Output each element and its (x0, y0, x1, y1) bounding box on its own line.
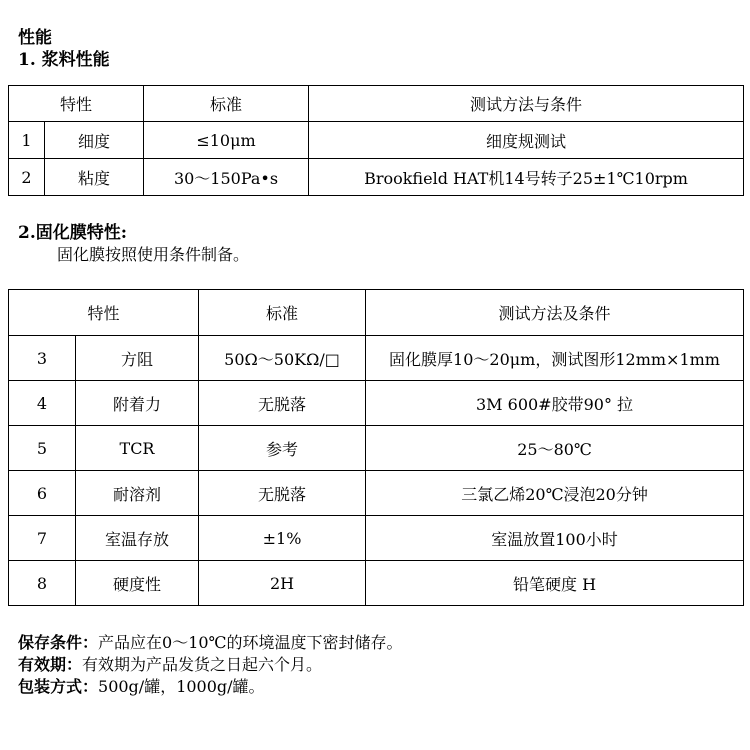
row-standard: 30～150Pa•s (144, 159, 309, 196)
row-standard: 2H (199, 561, 366, 606)
table-row (9, 561, 744, 606)
header-standard: 标准 (144, 86, 309, 122)
table-row (9, 381, 744, 426)
row-standard: ±1% (199, 516, 366, 561)
shelf-life-note (18, 654, 322, 676)
section-title: 性能 (18, 28, 52, 48)
table-row (9, 516, 744, 561)
packaging-label: 包装方式： (18, 677, 99, 696)
slurry-heading: 1. 浆料性能 (18, 50, 110, 70)
film-properties-table (8, 289, 744, 606)
row-number: 8 (9, 561, 76, 606)
table-row (9, 336, 744, 381)
row-standard: ≤10μm (144, 122, 309, 159)
row-standard: 无脱落 (199, 381, 366, 426)
row-number: 3 (9, 336, 76, 381)
header-property: 特性 (9, 290, 199, 336)
row-property: 附着力 (76, 381, 199, 426)
row-number: 6 (9, 471, 76, 516)
table-row (9, 471, 744, 516)
packaging-note (18, 676, 265, 698)
row-number: 4 (9, 381, 76, 426)
row-standard: 50Ω～50KΩ/□ (199, 336, 366, 381)
row-method: Brookfield HAT机14号转子25±1℃10rpm (309, 159, 744, 196)
row-property: 粘度 (45, 159, 144, 196)
row-method: 三氯乙烯20℃浸泡20分钟 (366, 471, 744, 516)
row-number: 1 (9, 122, 45, 159)
row-method: 25～80℃ (366, 426, 744, 471)
table-row (9, 122, 744, 159)
row-number: 7 (9, 516, 76, 561)
row-method: 铅笔硬度 H (366, 561, 744, 606)
row-property: 室温存放 (76, 516, 199, 561)
row-standard: 无脱落 (199, 471, 366, 516)
storage-note (18, 632, 402, 654)
row-method: 固化膜厚10～20μm，测试图形12mm×1mm (366, 336, 744, 381)
storage-text: 产品应在0～10℃的环境温度下密封储存。 (98, 633, 403, 652)
row-method: 细度规测试 (309, 122, 744, 159)
row-number: 5 (9, 426, 76, 471)
table-header-row (9, 86, 744, 122)
row-property: 方阻 (76, 336, 199, 381)
slurry-properties-table (8, 85, 744, 196)
row-number: 2 (9, 159, 45, 196)
header-standard: 标准 (199, 290, 366, 336)
shelf-life-text: 有效期为产品发货之日起六个月。 (82, 655, 323, 674)
storage-label: 保存条件： (18, 633, 99, 652)
row-property: 细度 (45, 122, 144, 159)
table-row (9, 426, 744, 471)
header-property: 特性 (9, 86, 144, 122)
packaging-text: 500g/罐，1000g/罐。 (98, 677, 265, 696)
shelf-life-label: 有效期： (18, 655, 83, 674)
film-heading: 2.固化膜特性: (18, 223, 128, 243)
row-property: 硬度性 (76, 561, 199, 606)
table-header-row (9, 290, 744, 336)
row-method: 室温放置100小时 (366, 516, 744, 561)
table-row (9, 159, 744, 196)
header-method: 测试方法与条件 (309, 86, 744, 122)
film-subtext: 固化膜按照使用条件制备。 (57, 245, 250, 264)
row-property: 耐溶剂 (76, 471, 199, 516)
row-property: TCR (76, 426, 199, 471)
row-method: 3M 600#胶带90° 拉 (366, 381, 744, 426)
row-standard: 参考 (199, 426, 366, 471)
header-method: 测试方法及条件 (366, 290, 744, 336)
